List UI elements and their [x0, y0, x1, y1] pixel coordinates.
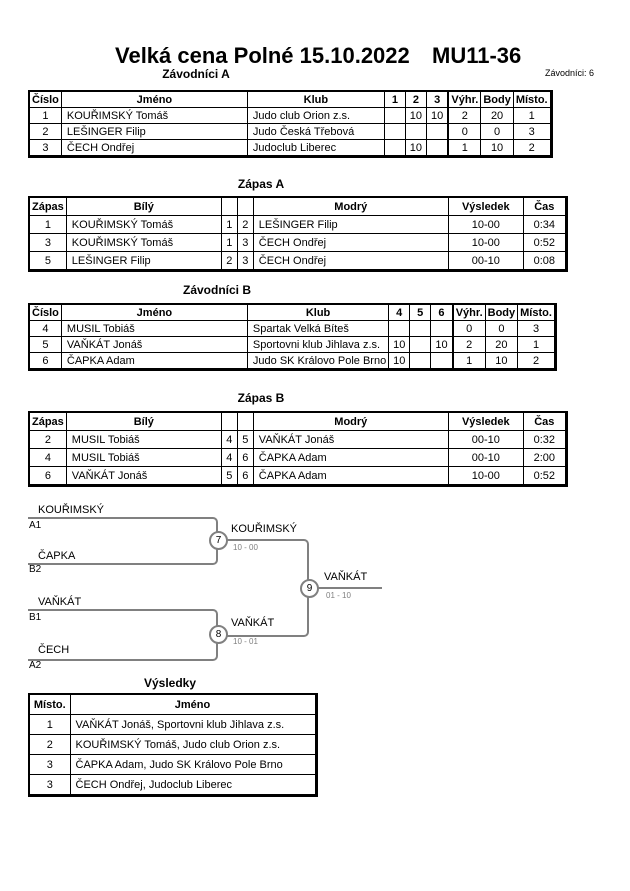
cell-bily: LEŠINGER Filip	[66, 252, 221, 271]
cell-body: 20	[485, 337, 518, 353]
col-header-vyhry: Výhr.	[453, 304, 485, 321]
cell-zapas: 1	[29, 216, 66, 234]
cell-score-3	[426, 124, 448, 140]
bracket-match-circle-9: 9	[300, 579, 319, 598]
cell-klub: Sportovni klub Jihlava z.s.	[247, 337, 388, 353]
cell-bily: KOUŘIMSKÝ Tomáš	[66, 234, 221, 252]
cell-vysledek: 10-00	[448, 234, 523, 252]
table-header-row	[29, 412, 566, 431]
cell-score-3	[426, 140, 448, 157]
col-header-n1	[221, 412, 237, 431]
cell-modry: LEŠINGER Filip	[253, 216, 448, 234]
col-header-vyhry: Výhr.	[448, 91, 480, 108]
cell-score-4: 10	[389, 353, 410, 370]
cell-klub: Spartak Velká Bíteš	[247, 321, 388, 337]
col-header-jmeno: Jméno	[70, 694, 316, 715]
cell-vyhry: 2	[448, 108, 480, 124]
cell-cas: 0:34	[523, 216, 566, 234]
bracket-match-score: 10 - 01	[233, 637, 258, 646]
cell-jmeno: LEŠINGER Filip	[61, 124, 247, 140]
section-title-zapas-a: Zápas A	[237, 177, 285, 191]
col-header-misto: Místo.	[518, 304, 556, 321]
cell-n1: 5	[221, 467, 237, 486]
table-row	[29, 775, 316, 796]
col-header-5: 5	[410, 304, 431, 321]
bracket-entry-name: ČECH	[38, 644, 70, 656]
col-header-misto: Místo.	[513, 91, 551, 108]
col-header-zapas: Zápas	[29, 412, 66, 431]
cell-body: 0	[485, 321, 518, 337]
cell-misto: 1	[518, 337, 556, 353]
category-label: MU11-36	[432, 43, 522, 68]
cell-cas: 2:00	[523, 449, 566, 467]
bracket-winner-name: KOUŘIMSKÝ	[231, 523, 298, 535]
table-header-row	[29, 694, 316, 715]
bracket-final-winner-line	[316, 587, 382, 589]
page-title: Velká cena Polné 15.10.2022	[115, 43, 410, 68]
cell-cas: 0:52	[523, 234, 566, 252]
col-header-klub: Klub	[247, 91, 384, 108]
col-header-klub: Klub	[247, 304, 388, 321]
section-title-zavodnici-b: Závodníci B	[182, 283, 252, 297]
cell-n2: 2	[237, 216, 253, 234]
table-row	[29, 108, 551, 124]
cell-body: 10	[481, 140, 514, 157]
bracket-connector-bottom-pair	[28, 609, 218, 661]
cell-misto: 2	[29, 735, 70, 755]
section-title-zavodnici-a: Závodníci A	[162, 67, 230, 81]
cell-zapas: 5	[29, 252, 66, 271]
cell-score-4	[389, 321, 410, 337]
cell-cislo: 1	[29, 108, 61, 124]
table-row	[29, 755, 316, 775]
col-header-n2	[237, 197, 253, 216]
cell-n1: 4	[221, 449, 237, 467]
cell-vyhry: 1	[448, 140, 480, 157]
bracket-match-score: 10 - 00	[233, 543, 258, 552]
cell-modry: VAŇKÁT Jonáš	[253, 431, 448, 449]
bracket-entry-name: ČAPKA	[38, 550, 76, 562]
cell-misto: 3	[518, 321, 556, 337]
col-header-cas: Čas	[523, 197, 566, 216]
cell-misto: 2	[513, 140, 551, 157]
bracket-winner-name: VAŇKÁT	[231, 617, 275, 629]
table-row	[29, 715, 316, 735]
cell-n1: 1	[221, 234, 237, 252]
cell-modry: ČECH Ondřej	[253, 252, 448, 271]
cell-jmeno: ČECH Ondřej	[61, 140, 247, 157]
table-row	[29, 353, 555, 370]
cell-zapas: 3	[29, 234, 66, 252]
col-header-3: 3	[426, 91, 448, 108]
col-header-4: 4	[389, 304, 410, 321]
cell-n1: 1	[221, 216, 237, 234]
cell-misto: 3	[29, 775, 70, 796]
bracket-entry-seed: B1	[29, 612, 42, 623]
cell-cislo: 6	[29, 353, 61, 370]
cell-cislo: 5	[29, 337, 61, 353]
cell-cislo: 2	[29, 124, 61, 140]
cell-zapas: 6	[29, 467, 66, 486]
cell-body: 10	[485, 353, 518, 370]
cell-klub: Judoclub Liberec	[247, 140, 384, 157]
col-header-2: 2	[405, 91, 426, 108]
bracket-connector-top-pair	[28, 517, 218, 565]
cell-jmeno: ČECH Ondřej, Judoclub Liberec	[70, 775, 316, 796]
col-header-vysledek: Výsledek	[448, 197, 523, 216]
col-header-n1	[221, 197, 237, 216]
table-row	[29, 140, 551, 157]
table-row	[29, 216, 566, 234]
cell-bily: MUSIL Tobiáš	[66, 449, 221, 467]
cell-klub: Judo SK Královo Pole Brno	[247, 353, 388, 370]
col-header-cislo: Číslo	[29, 304, 61, 321]
table-zavodnici-b	[28, 303, 557, 371]
cell-score-2	[405, 124, 426, 140]
bracket-match-score: 01 - 10	[326, 591, 351, 600]
col-header-6: 6	[431, 304, 453, 321]
table-vysledky	[28, 693, 318, 797]
cell-misto: 2	[518, 353, 556, 370]
cell-jmeno: MUSIL Tobiáš	[61, 321, 247, 337]
cell-score-2: 10	[405, 140, 426, 157]
cell-vyhry: 0	[448, 124, 480, 140]
cell-modry: ČAPKA Adam	[253, 449, 448, 467]
cell-vysledek: 00-10	[448, 252, 523, 271]
cell-body: 20	[481, 108, 514, 124]
cell-misto: 3	[29, 755, 70, 775]
section-title-zapas-b: Zápas B	[237, 391, 285, 405]
table-zavodnici-a	[28, 90, 553, 158]
cell-bily: VAŇKÁT Jonáš	[66, 467, 221, 486]
col-header-body: Body	[481, 91, 514, 108]
cell-score-1	[384, 124, 405, 140]
bracket-match-circle-7: 7	[209, 531, 228, 550]
cell-score-4: 10	[389, 337, 410, 353]
cell-bily: KOUŘIMSKÝ Tomáš	[66, 216, 221, 234]
cell-cislo: 4	[29, 321, 61, 337]
cell-vysledek: 00-10	[448, 449, 523, 467]
col-header-misto: Místo.	[29, 694, 70, 715]
cell-klub: Judo Česká Třebová	[247, 124, 384, 140]
cell-cas: 0:52	[523, 467, 566, 486]
cell-score-5	[410, 337, 431, 353]
table-row	[29, 234, 566, 252]
table-row	[29, 449, 566, 467]
cell-n2: 6	[237, 449, 253, 467]
cell-misto: 1	[513, 108, 551, 124]
cell-zapas: 2	[29, 431, 66, 449]
cell-jmeno: ČAPKA Adam	[61, 353, 247, 370]
col-header-jmeno: Jméno	[61, 304, 247, 321]
table-zapas-b	[28, 411, 568, 487]
cell-n1: 2	[221, 252, 237, 271]
cell-n2: 5	[237, 431, 253, 449]
col-header-bily: Bílý	[66, 412, 221, 431]
table-row	[29, 321, 555, 337]
cell-zapas: 4	[29, 449, 66, 467]
col-header-cislo: Číslo	[29, 91, 61, 108]
table-row	[29, 735, 316, 755]
table-row	[29, 467, 566, 486]
cell-cislo: 3	[29, 140, 61, 157]
col-header-jmeno: Jméno	[61, 91, 247, 108]
cell-body: 0	[481, 124, 514, 140]
col-header-n2	[237, 412, 253, 431]
cell-jmeno: KOUŘIMSKÝ Tomáš, Judo club Orion z.s.	[70, 735, 316, 755]
cell-score-5	[410, 321, 431, 337]
cell-score-6	[431, 321, 453, 337]
cell-bily: MUSIL Tobiáš	[66, 431, 221, 449]
cell-score-2: 10	[405, 108, 426, 124]
bracket-winner-name: VAŇKÁT	[324, 571, 368, 583]
bracket-match-circle-8: 8	[209, 625, 228, 644]
competitors-count: Závodníci: 6	[545, 68, 595, 78]
cell-cas: 0:32	[523, 431, 566, 449]
table-header-row	[29, 304, 555, 321]
col-header-cas: Čas	[523, 412, 566, 431]
bracket-entry-name: KOUŘIMSKÝ	[38, 504, 105, 516]
cell-modry: ČAPKA Adam	[253, 467, 448, 486]
bracket-entry-seed: A2	[29, 660, 42, 671]
bracket-entry-seed: A1	[29, 520, 42, 531]
table-header-row	[29, 91, 551, 108]
col-header-1: 1	[384, 91, 405, 108]
section-title-vysledky: Výsledky	[143, 676, 197, 690]
cell-vyhry: 1	[453, 353, 485, 370]
cell-vysledek: 10-00	[448, 467, 523, 486]
cell-vyhry: 2	[453, 337, 485, 353]
cell-score-5	[410, 353, 431, 370]
cell-jmeno: ČAPKA Adam, Judo SK Královo Pole Brno	[70, 755, 316, 775]
cell-vyhry: 0	[453, 321, 485, 337]
col-header-modry: Modrý	[253, 197, 448, 216]
table-row	[29, 431, 566, 449]
cell-vysledek: 10-00	[448, 216, 523, 234]
table-zapas-a	[28, 196, 568, 272]
col-header-modry: Modrý	[253, 412, 448, 431]
table-row	[29, 252, 566, 271]
cell-jmeno: VAŇKÁT Jonáš	[61, 337, 247, 353]
cell-jmeno: KOUŘIMSKÝ Tomáš	[61, 108, 247, 124]
table-header-row	[29, 197, 566, 216]
cell-jmeno: VAŇKÁT Jonáš, Sportovni klub Jihlava z.s.	[70, 715, 316, 735]
cell-vysledek: 00-10	[448, 431, 523, 449]
col-header-zapas: Zápas	[29, 197, 66, 216]
cell-n1: 4	[221, 431, 237, 449]
cell-misto: 1	[29, 715, 70, 735]
bracket-entry-seed: B2	[29, 564, 42, 575]
cell-n2: 3	[237, 252, 253, 271]
cell-n2: 3	[237, 234, 253, 252]
bracket-entry-name: VAŇKÁT	[38, 596, 82, 608]
col-header-bily: Bílý	[66, 197, 221, 216]
cell-klub: Judo club Orion z.s.	[247, 108, 384, 124]
cell-score-1	[384, 108, 405, 124]
col-header-body: Body	[485, 304, 518, 321]
table-row	[29, 124, 551, 140]
cell-n2: 6	[237, 467, 253, 486]
cell-score-6	[431, 353, 453, 370]
cell-misto: 3	[513, 124, 551, 140]
cell-score-1	[384, 140, 405, 157]
table-row	[29, 337, 555, 353]
cell-score-6: 10	[431, 337, 453, 353]
col-header-vysledek: Výsledek	[448, 412, 523, 431]
cell-cas: 0:08	[523, 252, 566, 271]
cell-modry: ČECH Ondřej	[253, 234, 448, 252]
cell-score-3: 10	[426, 108, 448, 124]
